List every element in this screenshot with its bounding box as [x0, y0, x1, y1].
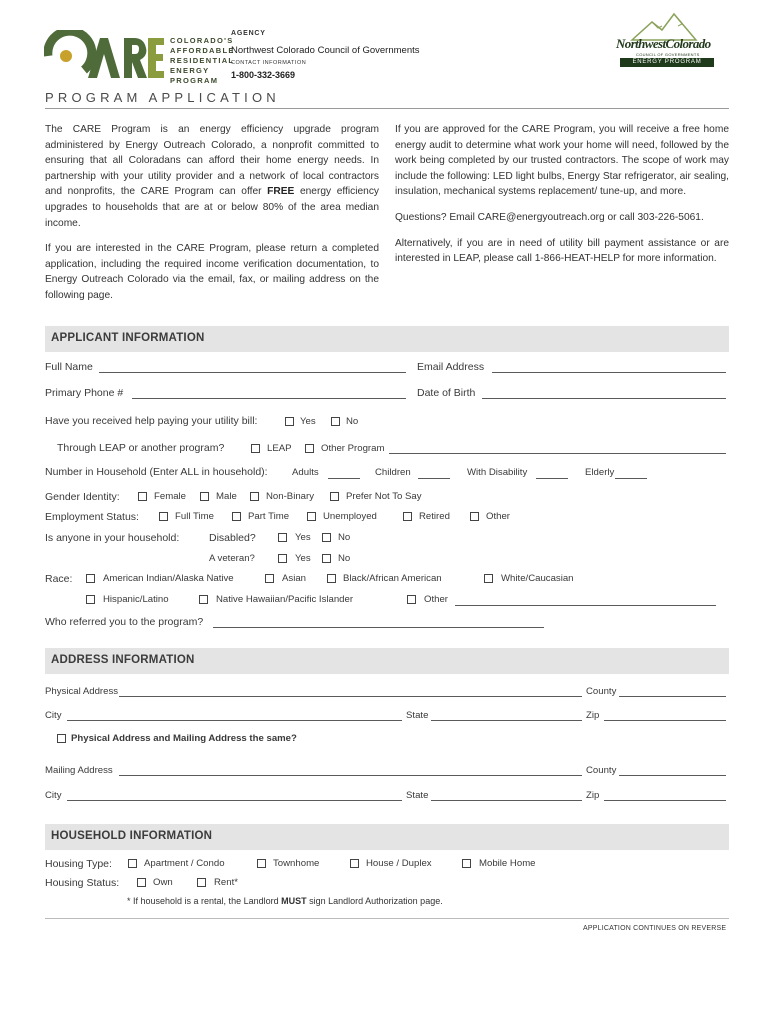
partner-name: NorthwestColorado	[616, 36, 711, 51]
veteran-yes-label: Yes	[295, 553, 311, 564]
care-logo	[44, 30, 235, 85]
race-native-checkbox[interactable]	[86, 574, 95, 583]
adults-field[interactable]	[328, 478, 360, 479]
adults-label: Adults	[292, 467, 319, 478]
leap-label: LEAP	[267, 443, 292, 454]
elderly-field[interactable]	[615, 478, 647, 479]
race-hispanic-checkbox[interactable]	[86, 595, 95, 604]
footer-continues: APPLICATION CONTINUES ON REVERSE	[583, 925, 727, 932]
disability-field[interactable]	[536, 478, 568, 479]
help-yes-checkbox[interactable]	[285, 417, 294, 426]
gender-question: Gender Identity:	[45, 491, 120, 503]
housing-type-question: Housing Type:	[45, 858, 112, 870]
housing-rent-checkbox[interactable]	[197, 878, 206, 887]
header	[0, 0, 770, 88]
housing-status-question: Housing Status:	[45, 877, 120, 889]
full-name-field[interactable]	[99, 372, 406, 373]
partner-program: ENERGY PROGRAM	[620, 58, 714, 67]
contact-label: CONTACT INFORMATION	[231, 60, 307, 66]
employment-full-time-label: Full Time	[175, 511, 214, 522]
mailing-county-field[interactable]	[619, 775, 726, 776]
contact-phone: 1-800-332-3669	[231, 70, 296, 80]
housing-mobile-checkbox[interactable]	[462, 859, 471, 868]
help-yes-label: Yes	[300, 416, 316, 427]
physical-city-label: City	[45, 710, 62, 721]
housing-mobile-label: Mobile Home	[479, 858, 536, 869]
mailing-city-field[interactable]	[67, 800, 402, 801]
race-native-label: American Indian/Alaska Native	[103, 573, 234, 584]
veteran-question: A veteran?	[209, 553, 255, 564]
mailing-state-field[interactable]	[431, 800, 582, 801]
employment-retired-checkbox[interactable]	[403, 512, 412, 521]
race-other-checkbox[interactable]	[407, 595, 416, 604]
housing-townhome-checkbox[interactable]	[257, 859, 266, 868]
phone-field[interactable]	[132, 398, 406, 399]
housing-house-checkbox[interactable]	[350, 859, 359, 868]
children-label: Children	[375, 467, 411, 478]
leap-checkbox[interactable]	[251, 444, 260, 453]
employment-full-time-checkbox[interactable]	[159, 512, 168, 521]
care-logo-mark	[44, 30, 164, 82]
housing-townhome-label: Townhome	[273, 858, 320, 869]
employment-part-time-label: Part Time	[248, 511, 290, 522]
disabled-yes-checkbox[interactable]	[278, 533, 287, 542]
help-question: Have you received help paying your utility bill:	[45, 415, 258, 427]
gender-male-checkbox[interactable]	[200, 492, 209, 501]
employment-part-time-checkbox[interactable]	[232, 512, 241, 521]
physical-city-field[interactable]	[67, 720, 402, 721]
veteran-yes-checkbox[interactable]	[278, 554, 287, 563]
rental-note: * If household is a rental, the Landlord MUST sign Landlord Authorization page.	[127, 896, 443, 906]
mailing-city-label: City	[45, 790, 62, 801]
housing-own-label: Own	[153, 877, 173, 888]
page-title: PROGRAM APPLICATION	[45, 90, 280, 105]
physical-address-label: Physical Address	[45, 686, 119, 697]
partner-sub: COUNCIL OF GOVERNMENTS	[636, 52, 700, 57]
disabled-no-checkbox[interactable]	[322, 533, 331, 542]
race-pacific-label: Native Hawaiian/Pacific Islander	[216, 594, 354, 605]
disabled-question: Disabled?	[209, 532, 256, 544]
physical-address-field[interactable]	[119, 696, 582, 697]
gender-female-checkbox[interactable]	[138, 492, 147, 501]
intro-questions: Questions? Email CARE@energyoutreach.org or call 303-226-5061.	[395, 211, 704, 223]
help-no-label: No	[346, 416, 359, 427]
disabled-no-label: No	[338, 532, 351, 543]
referred-field[interactable]	[213, 627, 544, 628]
physical-county-field[interactable]	[619, 696, 726, 697]
race-other-field[interactable]	[455, 605, 716, 606]
intro-paragraph-1: The CARE Program is an energy efficiency upgrade program administered by Energy Outreach Colorado, a nonprofit committed to ensuring that all Coloradans can afford their home energy needs. In partnership with your utility provider and a network of local contractors and nonprofits, the CARE Program can offer FREE energy efficiency upgrades to households that are at or below 80% of the area median income.	[45, 124, 380, 229]
dob-label: Date of Birth	[417, 387, 476, 399]
race-asian-label: Asian	[282, 573, 306, 584]
intro-left	[45, 122, 379, 314]
physical-zip-label: Zip	[586, 710, 600, 721]
dob-field[interactable]	[482, 398, 726, 399]
physical-zip-field[interactable]	[604, 720, 726, 721]
mailing-address-label: Mailing Address	[45, 765, 113, 776]
phone-label: Primary Phone #	[45, 387, 124, 399]
race-white-label: White/Caucasian	[501, 573, 574, 584]
children-field[interactable]	[418, 478, 450, 479]
race-hispanic-label: Hispanic/Latino	[103, 594, 169, 605]
housing-apartment-label: Apartment / Condo	[144, 858, 225, 869]
mailing-county-label: County	[586, 765, 617, 776]
disability-label: With Disability	[467, 467, 528, 478]
full-name-label: Full Name	[45, 361, 93, 373]
intro-paragraph-2: If you are interested in the CARE Program, please return a completed application, including the required income verification documentation, to Energy Outreach Colorado via the email, fax, or mailing address on the following page.	[45, 243, 379, 301]
applicant-section-header: APPLICANT INFORMATION	[45, 326, 729, 352]
agency-block	[231, 30, 420, 80]
race-other-label: Other	[424, 594, 448, 605]
other-program-field[interactable]	[389, 453, 726, 454]
agency-name: Northwest Colorado Council of Governments	[231, 45, 420, 56]
other-program-label: Other Program	[321, 443, 385, 454]
footer-divider	[45, 918, 729, 919]
referred-question: Who referred you to the program?	[45, 616, 204, 628]
employment-other-label: Other	[486, 511, 510, 522]
help-no-checkbox[interactable]	[331, 417, 340, 426]
agency-label: AGENCY	[231, 30, 266, 37]
gender-nonbinary-label: Non-Binary	[266, 491, 314, 502]
housing-apartment-checkbox[interactable]	[128, 859, 137, 868]
housing-rent-label: Rent*	[214, 877, 238, 888]
other-program-checkbox[interactable]	[305, 444, 314, 453]
disabled-yes-label: Yes	[295, 532, 311, 543]
employment-retired-label: Retired	[419, 511, 450, 522]
same-address-label: Physical Address and Mailing Address the same?	[71, 733, 297, 744]
housing-own-checkbox[interactable]	[137, 878, 146, 887]
care-tagline: COLORADO'S AFFORDABLE RESIDENTIAL ENERGY PROGRAM	[170, 36, 235, 85]
physical-state-field[interactable]	[431, 720, 582, 721]
employment-other-checkbox[interactable]	[470, 512, 479, 521]
mailing-zip-label: Zip	[586, 790, 600, 801]
mailing-zip-field[interactable]	[604, 800, 726, 801]
race-question: Race:	[45, 573, 73, 585]
veteran-no-label: No	[338, 553, 351, 564]
veteran-no-checkbox[interactable]	[322, 554, 331, 563]
race-black-checkbox[interactable]	[327, 574, 336, 583]
title-divider	[45, 108, 729, 109]
race-pacific-checkbox[interactable]	[199, 595, 208, 604]
gender-male-label: Male	[216, 491, 237, 502]
elderly-label: Elderly	[585, 467, 615, 478]
email-label: Email Address	[417, 361, 485, 373]
through-question: Through LEAP or another program?	[57, 442, 225, 454]
gender-female-label: Female	[154, 491, 186, 502]
address-section-header: ADDRESS INFORMATION	[45, 648, 729, 674]
gender-prefer-not-label: Prefer Not To Say	[346, 491, 422, 502]
intro-right	[395, 122, 729, 277]
race-asian-checkbox[interactable]	[265, 574, 274, 583]
gender-prefer-not-checkbox[interactable]	[330, 492, 339, 501]
employment-unemployed-checkbox[interactable]	[307, 512, 316, 521]
intro-leap: Alternatively, if you are in need of utility bill payment assistance or are interested in LEAP, please call 1-866-HEAT-HELP for more information.	[395, 237, 729, 265]
intro-paragraph-3: If you are approved for the CARE Program, you will receive a free home energy audit to determine what work your home will need, followed by the work being completed by our trusted contractors. The scope of work may include the following: LED light bulbs, Energy Star refrigerator, air sealing, insulation, mechanical systems replacement/ tune-up, and more.	[395, 124, 729, 198]
email-field[interactable]	[492, 372, 726, 373]
same-address-checkbox[interactable]	[57, 734, 66, 743]
housing-house-label: House / Duplex	[366, 858, 432, 869]
household-section-header: HOUSEHOLD INFORMATION	[45, 824, 729, 850]
mailing-address-field[interactable]	[119, 775, 582, 776]
employment-question: Employment Status:	[45, 511, 139, 523]
partner-logo	[612, 12, 716, 64]
race-black-label: Black/African American	[343, 573, 442, 584]
physical-county-label: County	[586, 686, 617, 697]
employment-unemployed-label: Unemployed	[323, 511, 377, 522]
mailing-state-label: State	[406, 790, 429, 801]
physical-state-label: State	[406, 710, 429, 721]
anyone-question: Is anyone in your household:	[45, 532, 180, 544]
household-question: Number in Household (Enter ALL in household):	[45, 466, 268, 478]
gender-nonbinary-checkbox[interactable]	[250, 492, 259, 501]
race-white-checkbox[interactable]	[484, 574, 493, 583]
